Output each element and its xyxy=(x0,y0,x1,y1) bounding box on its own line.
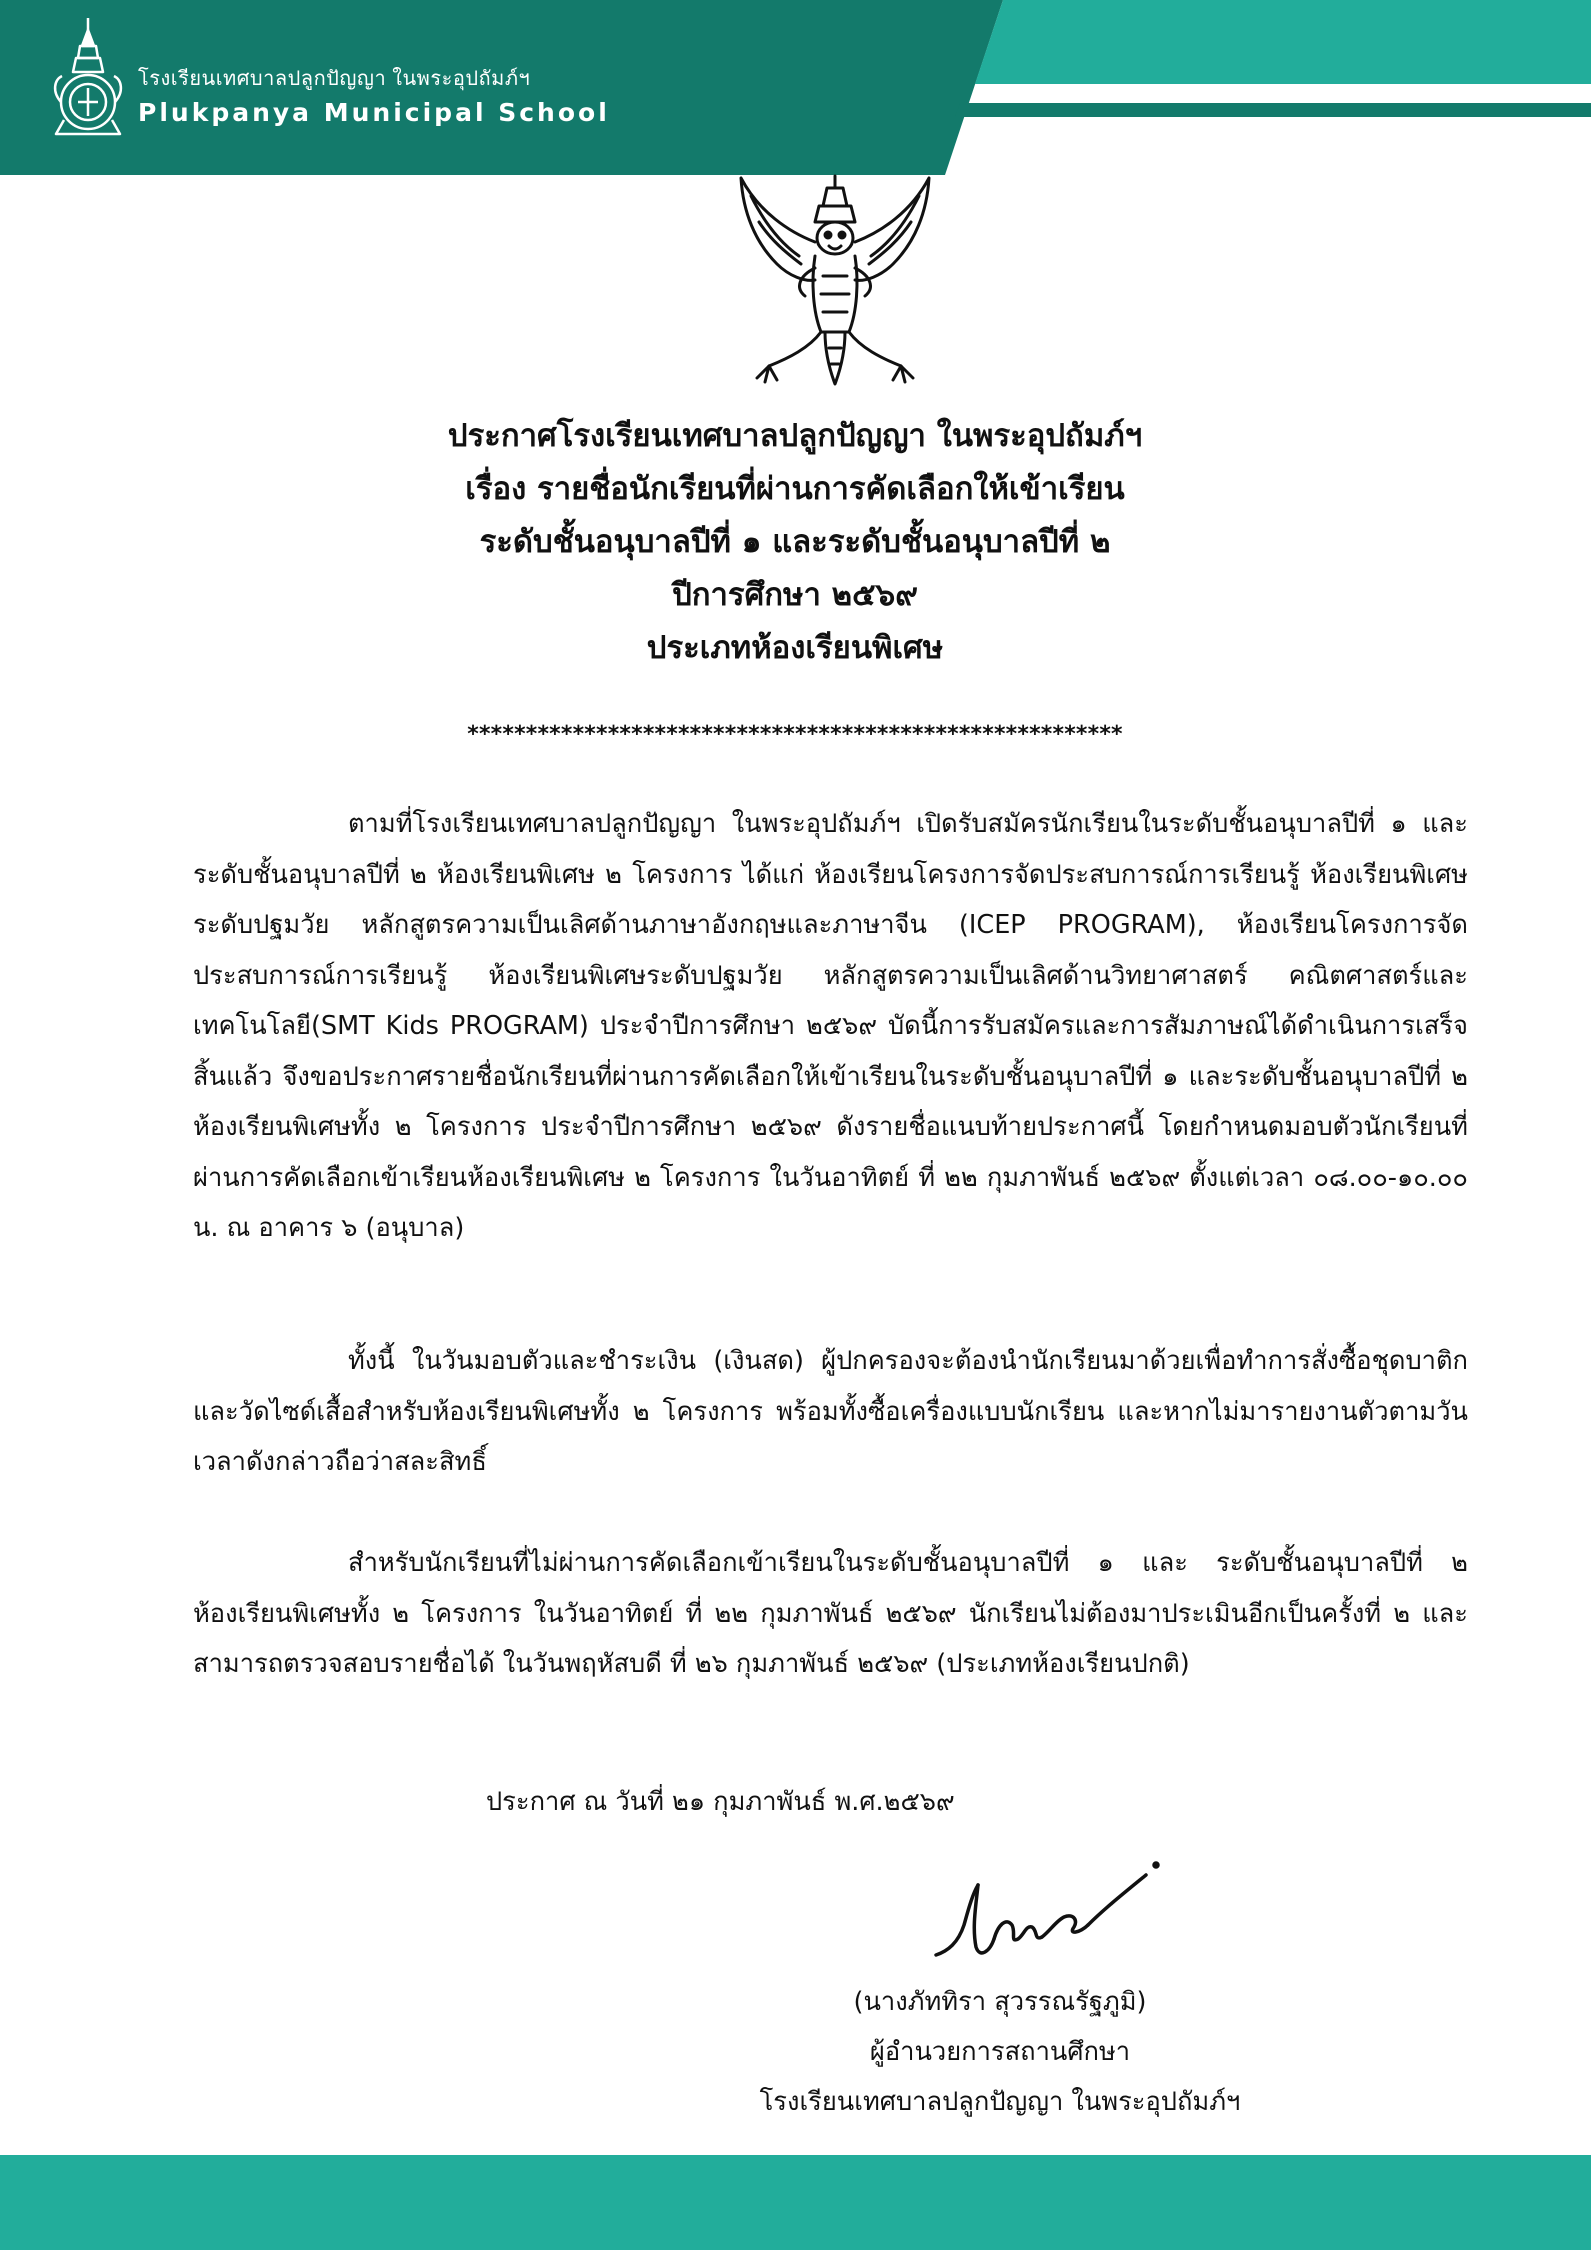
paragraph-1-text: ตามที่โรงเรียนเทศบาลปลูกปัญญา ในพระอุปถัมภ์ฯ เปิดรับสมัครนักเรียนในระดับชั้นอนุบาลปีที่ ๑ และระดับชั้นอนุบาลปีที่ ๒ ห้องเรียนพิเศษ ๒ โครงการ ได้แก่ ห้องเรียนโครงการจัดประสบการณ์การเรียนรู้ ห้องเรียนพิเศษระดับปฐมวัย หลักสูตรความเป็นเลิศด้านภาษาอังกฤษและภาษาจีน (ICEP PROGRAM), ห้องเรียนโครงการจัดประสบการณ์การเรียนรู้ ห้องเรียนพิเศษระดับปฐมวัย หลักสูตรความเป็นเลิศด้านวิทยาศาสตร์ คณิตศาสตร์และเทคโนโลยี(SMT Kids PROGRAM) ประจำปีการศึกษา ๒๕๖๙ บัดนี้การรับสมัครและการสัมภาษณ์ได้ดำเนินการเสร็จสิ้นแล้ว จึงขอประกาศรายชื่อนักเรียนที่ผ่านการคัดเลือกให้เข้าเรียนในระดับชั้นอนุบาลปีที่ ๑ และระดับชั้นอนุบาลปีที่ ๒ ห้องเรียนพิเศษทั้ง ๒ โครงการ ประจำปีการศึกษา ๒๕๖๙ ดังรายชื่อแนบท้ายประกาศนี้ โดยกำหนดมอบตัวนักเรียนที่ผ่านการคัดเลือกเข้าเรียนห้องเรียนพิเศษ ๒ โครงการ ในวันอาทิตย์ ที่ ๒๒ กุมภาพันธ์ ๒๕๖๙ ตั้งแต่เวลา ๐๘.๐๐-๑๐.๐๐ น. ณ อาคาร ๖ (อนุบาล) xyxy=(193,809,1468,1243)
paragraph-2-text: ทั้งนี้ ในวันมอบตัวและชำระเงิน (เงินสด) ผู้ปกครองจะต้องนำนักเรียนมาด้วยเพื่อทำการสั่งซื้อชุดบาติกและวัดไซด์เสื้อสำหรับห้องเรียนพิเศษทั้ง ๒ โครงการ พร้อมทั้งซื้อเครื่องแบบนักเรียน และหากไม่มารายงานตัวตามวันเวลาดังกล่าวถือว่าสละสิทธิ์ xyxy=(193,1346,1468,1477)
announcement-date: ประกาศ ณ วันที่ ๒๑ กุมภาพันธ์ พ.ศ.๒๕๖๙ xyxy=(486,1787,955,1817)
paragraph-2 xyxy=(193,1336,1468,1488)
school-logo-icon xyxy=(50,16,126,144)
paragraph-3-text: สำหรับนักเรียนที่ไม่ผ่านการคัดเลือกเข้าเรียนในระดับชั้นอนุบาลปีที่ ๑ และ ระดับชั้นอนุบาลปีที่ ๒ ห้องเรียนพิเศษทั้ง ๒ โครงการ ในวันอาทิตย์ ที่ ๒๒ กุมภาพันธ์ ๒๕๖๙ นักเรียนไม่ต้องมาประเมินอีกเป็นครั้งที่ ๒ และสามารถตรวจสอบรายชื่อได้ ในวันพฤหัสบดี ที่ ๒๖ กุมภาพันธ์ ๒๕๖๙ (ประเภทห้องเรียนปกติ) xyxy=(193,1548,1468,1679)
signer-block xyxy=(715,1977,1285,2127)
title-line-2: เรื่อง รายชื่อนักเรียนที่ผ่านการคัดเลือกให้เข้าเรียน xyxy=(465,471,1125,507)
title-line-4: ปีการศึกษา ๒๕๖๙ xyxy=(672,577,918,613)
footer-band xyxy=(0,2155,1591,2250)
announcement-title xyxy=(295,410,1295,675)
paragraph-1 xyxy=(193,799,1468,1254)
garuda-emblem-icon xyxy=(729,172,941,392)
school-name-thai: โรงเรียนเทศบาลปลูกปัญญา ในพระอุปถัมภ์ฯ xyxy=(138,68,531,90)
title-line-1: ประกาศโรงเรียนเทศบาลปลูกปัญญา ในพระอุปถัมภ์ฯ xyxy=(447,418,1143,454)
title-line-5: ประเภทห้องเรียนพิเศษ xyxy=(646,630,944,666)
school-name-english: Plukpanya Municipal School xyxy=(138,98,610,127)
title-line-3: ระดับชั้นอนุบาลปีที่ ๑ และระดับชั้นอนุบาลปีที่ ๒ xyxy=(479,524,1111,560)
signer-organization: โรงเรียนเทศบาลปลูกปัญญา ในพระอุปถัมภ์ฯ xyxy=(759,2087,1241,2117)
signer-position: ผู้อำนวยการสถานศึกษา xyxy=(869,2037,1131,2067)
asterisk-separator: ******************************************************** xyxy=(467,722,1123,747)
handwritten-signature xyxy=(928,1855,1163,1965)
paragraph-3 xyxy=(193,1538,1468,1690)
signer-name: (นางภัททิรา สุวรรณรัฐภูมิ) xyxy=(853,1987,1147,2017)
